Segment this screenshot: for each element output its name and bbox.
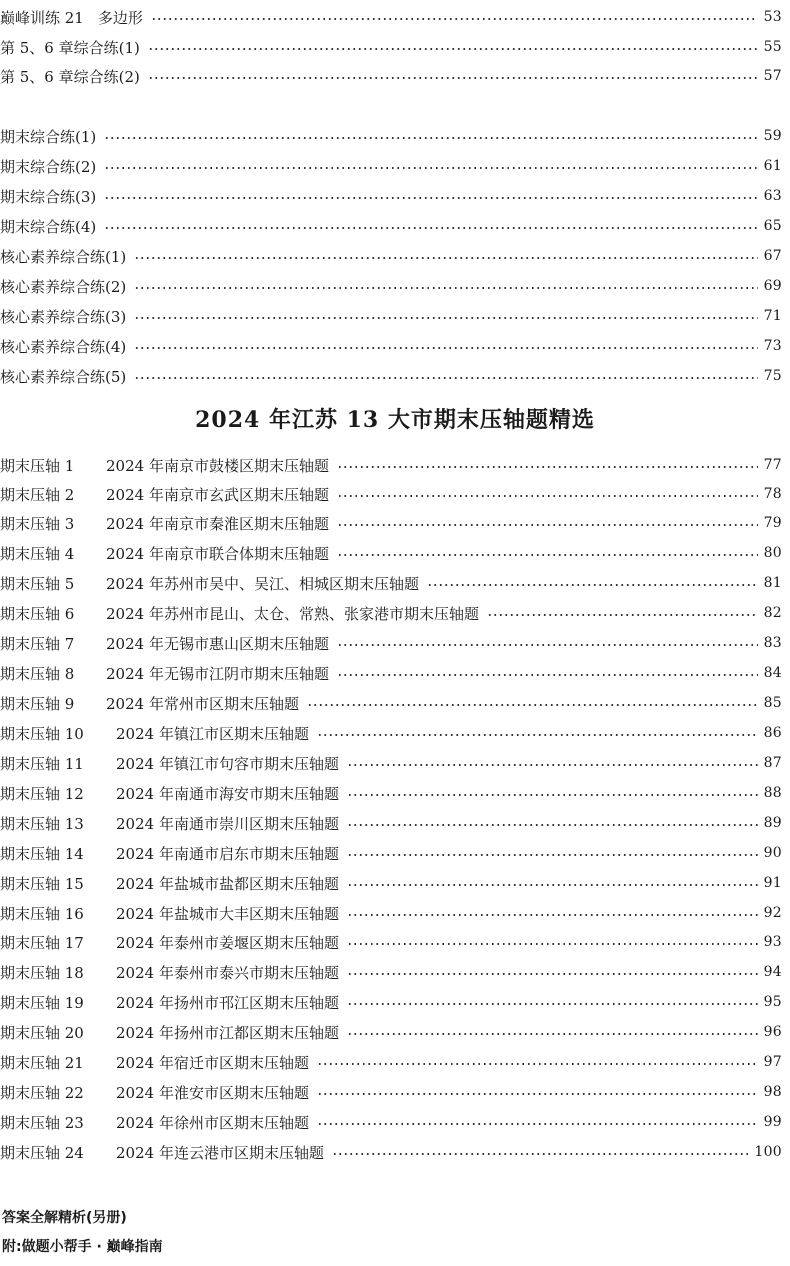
toc-entry-code: 期末压轴 15 [0,874,84,893]
toc-entry-title: 2024 年南京市鼓楼区期末压轴题 [106,456,329,475]
toc-entry-code: 期末压轴 4 [0,544,75,563]
toc-entry-code: 期末压轴 2 [0,485,75,504]
toc-page-number: 71 [763,308,782,324]
toc-entry-code: 期末压轴 10 [0,724,84,743]
toc-page-number: 94 [763,964,782,980]
leader-dots [151,18,758,20]
leader-dots [148,77,758,79]
toc-page-number: 91 [763,875,782,891]
toc-entry-title: 2024 年扬州市江都区期末压轴题 [116,1023,339,1042]
toc-entry-label: 期末综合练(1) [0,127,97,146]
toc-entry-title: 2024 年淮安市区期末压轴题 [116,1083,309,1102]
toc-entry-label: 第 5、6 章综合练(1) [0,38,140,57]
toc-page-number: 53 [763,9,782,25]
toc-page-number: 81 [763,575,782,591]
toc-entry-code: 期末压轴 7 [0,634,75,653]
toc-entry-code: 期末压轴 13 [0,814,84,833]
leader-dots [317,734,758,736]
toc-page-number: 77 [763,457,782,473]
toc-entry [0,1019,782,1045]
toc-page-number: 86 [763,725,782,741]
toc-entry-title: 2024 年无锡市江阴市期末压轴题 [106,664,329,683]
leader-dots [148,48,758,50]
toc-entry [0,213,782,239]
toc-entry-label: 期末综合练(3) [0,187,97,206]
leader-dots [347,1003,758,1005]
toc-entry [0,660,782,686]
leader-dots [104,137,757,139]
leader-dots [317,1123,758,1125]
toc-entry [0,63,782,89]
toc-entry-label: 核心素养综合练(3) [0,307,127,326]
toc-entry [0,153,782,179]
toc-entry-title: 2024 年南通市启东市期末压轴题 [116,844,339,863]
leader-dots [337,644,758,646]
leader-dots [134,257,757,259]
toc-page-number: 67 [763,248,782,264]
toc-entry-title: 2024 年无锡市惠山区期末压轴题 [106,634,329,653]
toc-entry [0,363,782,389]
toc-page-number: 89 [763,815,782,831]
toc-entry [0,1109,782,1135]
toc-entry [0,183,782,209]
toc-page-number: 73 [763,338,782,354]
toc-entry [0,303,782,329]
leader-dots [134,377,757,379]
toc-page-number: 98 [763,1084,782,1100]
toc-entry-title: 2024 年南通市海安市期末压轴题 [116,784,339,803]
toc-page-number: 78 [763,486,782,502]
toc-entry-code: 期末压轴 23 [0,1113,84,1132]
toc-page-number: 83 [763,635,782,651]
toc-page-number: 90 [763,845,782,861]
toc-page-number: 69 [763,278,782,294]
toc-entry-code: 期末压轴 19 [0,993,84,1012]
toc-entry-title: 2024 年泰州市姜堰区期末压轴题 [116,933,339,952]
leader-dots [317,1063,758,1065]
toc-entry [0,1079,782,1105]
leader-dots [337,495,758,497]
toc-entry-title: 2024 年苏州市吴中、吴江、相城区期末压轴题 [106,574,419,593]
toc-page-number: 93 [763,934,782,950]
toc-entry [0,929,782,955]
leader-dots [134,317,757,319]
toc-page-number: 63 [763,188,782,204]
toc-entry [0,540,782,566]
leader-dots [347,914,758,916]
toc-entry [0,900,782,926]
toc-entry-title: 2024 年南京市联合体期末压轴题 [106,544,329,563]
toc-entry-title: 2024 年南通市崇川区期末压轴题 [116,814,339,833]
toc-entry [0,481,782,507]
leader-dots [347,794,758,796]
toc-entry-code: 期末压轴 6 [0,604,75,623]
toc-entry [0,720,782,746]
toc-entry-label: 核心素养综合练(5) [0,367,127,386]
toc-page-number: 95 [763,994,782,1010]
leader-dots [307,704,758,706]
toc-page-number: 99 [763,1114,782,1130]
leader-dots [347,884,758,886]
toc-entry-title: 2024 年宿迁市区期末压轴题 [116,1053,309,1072]
leader-dots [337,524,758,526]
leader-dots [332,1153,748,1155]
leader-dots [337,466,758,468]
toc-entry [0,123,782,149]
leader-dots [337,674,758,676]
toc-entry-title: 2024 年徐州市区期末压轴题 [116,1113,309,1132]
toc-entry-code: 期末压轴 8 [0,664,75,683]
toc-entry [0,243,782,269]
leader-dots [104,197,757,199]
toc-entry-label: 核心素养综合练(2) [0,277,127,296]
leader-dots [317,1093,758,1095]
toc-page-number: 79 [763,515,782,531]
toc-entry-title: 2024 年南京市玄武区期末压轴题 [106,485,329,504]
toc-entry [0,452,782,478]
toc-entry [0,1049,782,1075]
toc-entry [0,510,782,536]
toc-entry-title: 2024 年南京市秦淮区期末压轴题 [106,514,329,533]
toc-page-number: 85 [763,695,782,711]
section-title: 2024 年江苏 13 大市期末压轴题精选 [195,407,595,433]
toc-entry [0,34,782,60]
toc-entry-code: 期末压轴 20 [0,1023,84,1042]
toc-entry [0,1139,782,1165]
toc-page-number: 57 [763,68,782,84]
leader-dots [337,554,758,556]
leader-dots [347,824,758,826]
toc-entry [0,989,782,1015]
toc-entry-code: 期末压轴 1 [0,456,75,475]
toc-page-number: 82 [763,605,782,621]
toc-entry-title: 2024 年扬州市邗江区期末压轴题 [116,993,339,1012]
leader-dots [347,973,758,975]
leader-dots [104,167,757,169]
leader-dots [347,764,758,766]
leader-dots [134,287,757,289]
leader-dots [134,347,757,349]
toc-entry-title: 多边形 [97,8,143,27]
toc-entry [0,690,782,716]
toc-entry-code: 期末压轴 14 [0,844,84,863]
toc-entry-title: 2024 年盐城市大丰区期末压轴题 [116,904,339,923]
toc-page-number: 61 [763,158,782,174]
toc-entry-title: 2024 年常州市区期末压轴题 [106,694,299,713]
leader-dots [104,227,757,229]
toc-entry [0,570,782,596]
toc-entry-title: 2024 年镇江市句容市期末压轴题 [116,754,339,773]
toc-entry-code: 期末压轴 18 [0,963,84,982]
toc-page-number: 97 [763,1054,782,1070]
toc-entry [0,600,782,626]
toc-entry [0,750,782,776]
toc-page-number: 55 [763,39,782,55]
toc-entry [0,959,782,985]
leader-dots [347,1033,758,1035]
toc-entry-title: 2024 年镇江市区期末压轴题 [116,724,309,743]
toc-entry [0,810,782,836]
appendix-note: 附:做题小帮手 · 巅峰指南 [2,1239,163,1255]
toc-entry-code: 期末压轴 3 [0,514,75,533]
toc-entry [0,4,782,30]
toc-entry-label: 第 5、6 章综合练(2) [0,67,140,86]
toc-entry [0,630,782,656]
toc-page-number: 75 [763,368,782,384]
toc-page-number: 87 [763,755,782,771]
toc-entry-code: 期末压轴 24 [0,1143,84,1162]
toc-entry-code: 期末压轴 9 [0,694,75,713]
toc-entry-code: 期末压轴 12 [0,784,84,803]
toc-page-number: 80 [763,545,782,561]
answers-note: 答案全解精析(另册) [2,1210,127,1226]
toc-entry-title: 2024 年连云港市区期末压轴题 [116,1143,324,1162]
toc-entry-code: 期末压轴 5 [0,574,75,593]
leader-dots [347,943,758,945]
toc-entry [0,870,782,896]
toc-page-number: 59 [763,128,782,144]
leader-dots [347,854,758,856]
toc-entry-label: 期末综合练(2) [0,157,97,176]
toc-entry-code: 期末压轴 21 [0,1053,84,1072]
toc-entry [0,840,782,866]
toc-entry-code: 期末压轴 11 [0,754,84,773]
toc-entry-label: 期末综合练(4) [0,217,97,236]
toc-entry-label: 核心素养综合练(1) [0,247,127,266]
toc-page-number: 100 [754,1144,782,1160]
toc-entry-code: 期末压轴 17 [0,933,84,952]
toc-entry [0,333,782,359]
toc-entry-label: 巅峰训练 21 [0,8,84,27]
toc-page-number: 65 [763,218,782,234]
toc-page-number: 88 [763,785,782,801]
toc-page-number: 92 [763,905,782,921]
toc-page-number: 96 [763,1024,782,1040]
toc-entry-code: 期末压轴 16 [0,904,84,923]
toc-entry-title: 2024 年苏州市昆山、太仓、常熟、张家港市期末压轴题 [106,604,479,623]
toc-entry-code: 期末压轴 22 [0,1083,84,1102]
toc-entry-title: 2024 年泰州市泰兴市期末压轴题 [116,963,339,982]
toc-entry-label: 核心素养综合练(4) [0,337,127,356]
leader-dots [427,584,758,586]
toc-page-number: 84 [763,665,782,681]
toc-entry-title: 2024 年盐城市盐都区期末压轴题 [116,874,339,893]
leader-dots [487,614,758,616]
toc-entry [0,780,782,806]
toc-entry [0,273,782,299]
